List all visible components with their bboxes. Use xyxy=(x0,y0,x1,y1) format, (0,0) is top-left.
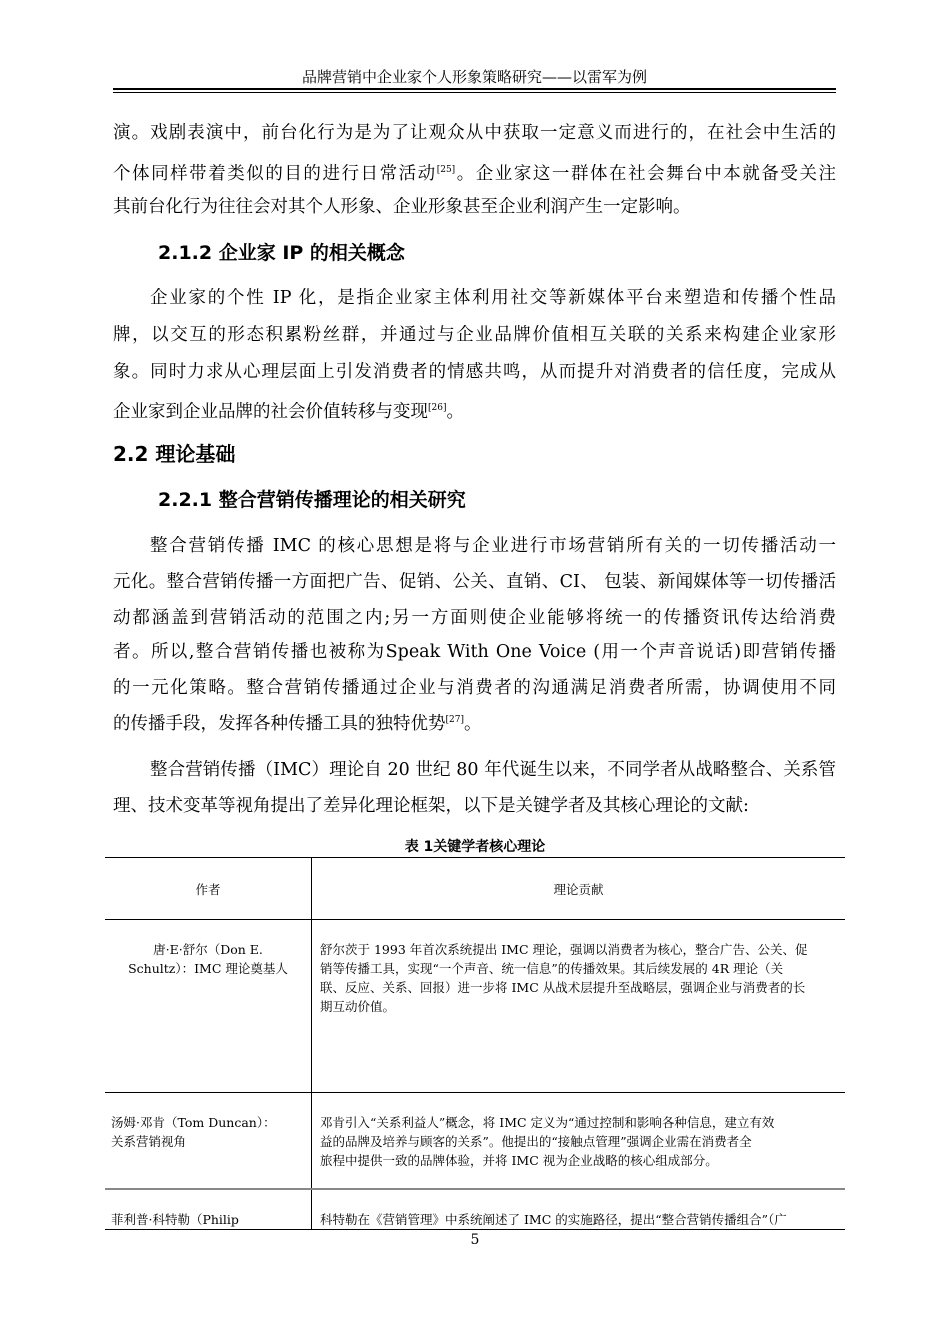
paragraph-line: 动都涵盖到营销活动的范围之内;另一方面则使企业能够将统一的传播资讯传达给消费 xyxy=(113,608,836,628)
cell-line: Schultz）：IMC 理论奠基人 xyxy=(128,961,288,976)
cell-line: 唐·E·舒尔（Don E. xyxy=(153,942,263,957)
table-header-row xyxy=(105,858,845,920)
paragraph-line: 整合营销传播（IMC）理论自 20 世纪 80 年代诞生以来，不同学者从战略整合、关系管 xyxy=(150,760,836,780)
cell-line: 科特勒在《营销管理》中系统阐述了 IMC 的实施路径，提出“整合营销传播组合”（广 xyxy=(320,1211,787,1227)
running-header: 品牌营销中企业家个人形象策略研究——以雷军为例 xyxy=(301,68,647,86)
paragraph-line: 整合营销传播 IMC 的核心思想是将与企业进行市场营销所有关的一切传播活动一 xyxy=(150,536,836,556)
text: 个体同样带着类似的目的进行日常活动 xyxy=(113,163,437,184)
section-heading-2-1-2: 2.1.2 企业家 IP 的相关概念 xyxy=(158,242,405,264)
section-heading-2-2: 2.2 理论基础 xyxy=(113,442,236,466)
paragraph-line: 其前台化行为往往会对其个人形象、企业形象甚至企业利润产生一定影响。 xyxy=(113,197,691,217)
cell-line: 邓肯引入“关系利益人”概念，将 IMC 定义为“通过控制和影响各种信息，建立有效 xyxy=(320,1115,775,1130)
citation: [27] xyxy=(445,715,464,725)
paragraph-line: 牌，以交互的形态积累粉丝群，并通过与企业品牌价值相互关联的关系来构建企业家形 xyxy=(113,325,836,345)
contribution-cell xyxy=(312,920,846,1093)
cell-line: 销等传播工具，实现“一个声音、统一信息”的传播效果。其后续发展的 4R 理论（关 xyxy=(320,961,784,976)
text: 。 xyxy=(446,401,464,422)
author-cell xyxy=(105,1093,312,1189)
page-number: 5 xyxy=(470,1232,480,1248)
cell-line: 期互动价值。 xyxy=(320,999,396,1014)
contribution-cell xyxy=(312,1189,846,1230)
paragraph-line xyxy=(113,397,836,423)
paragraph-line: 者。所以,整合营销传播也被称为Speak With One Voice (用一个声音说话)即营销传播 xyxy=(113,642,836,662)
citation: [25] xyxy=(436,165,456,175)
citation: [26] xyxy=(428,403,447,413)
paragraph-line: 象。同时力求从心理层面上引发消费者的情感共鸣，从而提升对消费者的信任度，完成从 xyxy=(113,362,836,382)
scholars-table xyxy=(105,857,845,1230)
header-rule-thin xyxy=(113,92,836,93)
cell-line: 舒尔茨于 1993 年首次系统提出 IMC 理论，强调以消费者为核心，整合广告、公关、促 xyxy=(320,942,808,957)
column-header-contribution: 理论贡献 xyxy=(312,858,846,920)
author-cell xyxy=(105,1189,312,1230)
cell-line: 益的品牌及培养与顾客的关系”。他提出的“接触点管理”强调企业需在消费者全 xyxy=(320,1134,752,1149)
contribution-cell xyxy=(312,1093,846,1189)
table-row xyxy=(105,1189,845,1230)
text: 。企业家这一群体在社会舞台中本就备受关注 xyxy=(455,163,837,184)
table-row xyxy=(105,1093,845,1189)
paragraph-line: 演。戏剧表演中，前台化行为是为了让观众从中获取一定意义而进行的，在社会中生活的 xyxy=(113,123,836,143)
cell-line: 汤姆·邓肯（Tom Duncan）： xyxy=(111,1115,276,1130)
table-caption: 表 1关键学者核心理论 xyxy=(404,839,546,855)
paragraph-line: 理、技术变革等视角提出了差异化理论框架，以下是关键学者及其核心理论的文献: xyxy=(113,796,749,816)
text: 的传播手段，发挥各种传播工具的独特优势 xyxy=(113,713,446,734)
cell-line: 联、反应、关系、回报）进一步将 IMC 从战术层提升至战略层，强调企业与消费者的长 xyxy=(320,980,806,995)
cell-line: 菲利普·科特勒（Philip xyxy=(111,1211,239,1227)
text: 企业家到企业品牌的社会价值转移与变现 xyxy=(113,401,428,422)
paragraph-line: 的一元化策略。整合营销传播通过企业与消费者的沟通满足消费者所需，协调使用不同 xyxy=(113,678,836,698)
author-cell xyxy=(105,920,312,1093)
paragraph-line xyxy=(113,709,836,735)
cell-line: 关系营销视角 xyxy=(111,1134,187,1149)
text: 。 xyxy=(463,713,482,734)
header-rule xyxy=(113,88,836,90)
table-row xyxy=(105,920,845,1093)
cell-line: 旅程中提供一致的品牌体验，并将 IMC 视为企业战略的核心组成部分。 xyxy=(320,1153,718,1168)
section-heading-2-2-1: 2.2.1 整合营销传播理论的相关研究 xyxy=(158,489,466,511)
column-header-author: 作者 xyxy=(105,858,312,920)
paragraph-line: 元化。整合营销传播一方面把广告、促销、公关、直销、CI、 包装、新闻媒体等一切传播活 xyxy=(113,572,836,592)
paragraph-line: 企业家的个性 IP 化，是指企业家主体利用社交等新媒体平台来塑造和传播个性品 xyxy=(150,288,836,308)
paragraph-line xyxy=(113,159,836,185)
